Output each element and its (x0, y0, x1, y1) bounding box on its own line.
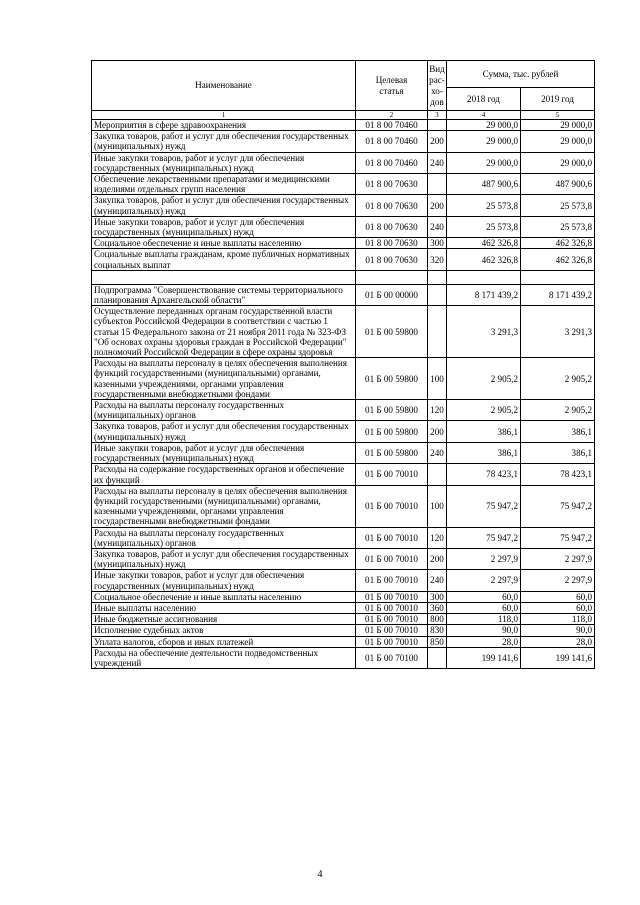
header-type-l2: рас- (429, 74, 445, 85)
row-expense-type: 100 (428, 485, 447, 527)
table-row (92, 306, 595, 358)
row-expense-type: 200 (428, 421, 447, 442)
row-target-article: 01 8 00 70630 (356, 195, 428, 216)
row-expense-type (428, 270, 447, 284)
header-type-l1: Вид (429, 63, 445, 74)
row-sum-2019: 75 947,2 (521, 485, 595, 527)
row-sum-2018: 75 947,2 (447, 527, 521, 548)
row-sum-2019: 386,1 (521, 442, 595, 463)
row-name: Расходы на выплаты персоналу в целях обеспечения выполнения функций государственными (муниципальными) органами, казенными учреждениями, органами управления государственными внебюджетными фондами (92, 358, 356, 400)
table-row (92, 485, 595, 527)
row-sum-2018: 2 905,2 (447, 400, 521, 421)
row-sum-2018: 29 000,0 (447, 120, 521, 131)
header-year-2018: 2018 год (447, 88, 521, 111)
row-expense-type: 200 (428, 131, 447, 152)
table-row (92, 238, 595, 249)
row-target-article: 01 Б 00 70010 (356, 636, 428, 647)
row-name: Иные выплаты населению (92, 602, 356, 613)
row-sum-2018: 2 905,2 (447, 358, 521, 400)
row-expense-type (428, 647, 447, 668)
row-sum-2018: 29 000,0 (447, 131, 521, 152)
row-name: Закупка товаров, работ и услуг для обеспечения государственных (муниципальных) нужд (92, 421, 356, 442)
row-expense-type (428, 120, 447, 131)
table-row (92, 625, 595, 636)
row-expense-type: 120 (428, 400, 447, 421)
row-target-article: 01 8 00 70630 (356, 216, 428, 237)
row-sum-2018: 60,0 (447, 602, 521, 613)
row-sum-2019: 199 141,6 (521, 647, 595, 668)
row-name: Расходы на выплаты персоналу государственных (муниципальных) органов (92, 400, 356, 421)
row-sum-2018: 199 141,6 (447, 647, 521, 668)
row-sum-2019: 386,1 (521, 421, 595, 442)
row-target-article: 01 Б 00 70010 (356, 464, 428, 485)
row-target-article: 01 Б 00 59800 (356, 306, 428, 358)
row-name: Исполнение судебных актов (92, 625, 356, 636)
table-row (92, 120, 595, 131)
column-number: 5 (521, 111, 595, 120)
table-row (92, 358, 595, 400)
row-target-article: 01 8 00 70460 (356, 131, 428, 152)
row-sum-2018: 462 326,8 (447, 238, 521, 249)
header-name: Наименование (92, 61, 356, 111)
row-name: Иные закупки товаров, работ и услуг для обеспечения государственных (муниципальных) нужд (92, 216, 356, 237)
table-row (92, 195, 595, 216)
row-target-article: 01 Б 00 70010 (356, 591, 428, 602)
header-type-l3: хо- (431, 85, 443, 96)
row-name: Закупка товаров, работ и услуг для обеспечения государственных (муниципальных) нужд (92, 131, 356, 152)
row-sum-2018: 29 000,0 (447, 152, 521, 173)
row-sum-2018: 487 900,6 (447, 174, 521, 195)
row-sum-2018: 118,0 (447, 614, 521, 625)
row-expense-type: 240 (428, 442, 447, 463)
row-target-article: 01 8 00 70630 (356, 174, 428, 195)
table-row (92, 647, 595, 668)
row-sum-2019: 29 000,0 (521, 120, 595, 131)
row-sum-2019: 2 297,9 (521, 548, 595, 569)
row-expense-type (428, 284, 447, 305)
row-target-article: 01 Б 00 70010 (356, 614, 428, 625)
row-name (92, 270, 356, 284)
header-sum: Сумма, тыс. рублей (447, 61, 595, 88)
table-row (92, 602, 595, 613)
row-expense-type: 240 (428, 216, 447, 237)
row-sum-2018: 75 947,2 (447, 485, 521, 527)
row-sum-2018: 2 297,9 (447, 570, 521, 591)
row-name: Подпрограмма "Совершенствование системы территориального планирования Архангельской области" (92, 284, 356, 305)
row-target-article: 01 Б 00 70010 (356, 485, 428, 527)
row-target-article: 01 Б 00 70010 (356, 527, 428, 548)
row-expense-type: 320 (428, 249, 447, 270)
row-name: Иные бюджетные ассигнования (92, 614, 356, 625)
row-sum-2018: 28,0 (447, 636, 521, 647)
row-sum-2018: 8 171 439,2 (447, 284, 521, 305)
row-expense-type: 800 (428, 614, 447, 625)
row-sum-2018 (447, 270, 521, 284)
row-name: Обеспечение лекарственными препаратами и медицинскими изделиями отдельных групп населения (92, 174, 356, 195)
row-sum-2019: 78 423,1 (521, 464, 595, 485)
row-sum-2018: 90,0 (447, 625, 521, 636)
table-row (92, 249, 595, 270)
row-target-article (356, 270, 428, 284)
row-sum-2019: 8 171 439,2 (521, 284, 595, 305)
table-row (92, 421, 595, 442)
row-target-article: 01 Б 00 70010 (356, 570, 428, 591)
row-target-article: 01 Б 00 00000 (356, 284, 428, 305)
header-target-line1: Целевая (375, 75, 408, 86)
table-row (92, 174, 595, 195)
row-sum-2019: 25 573,8 (521, 195, 595, 216)
row-sum-2018: 3 291,3 (447, 306, 521, 358)
table-row (92, 591, 595, 602)
row-expense-type (428, 174, 447, 195)
row-expense-type: 300 (428, 238, 447, 249)
header-expense-type (428, 61, 447, 111)
row-name: Расходы на выплаты персоналу в целях обеспечения выполнения функций государственными (муниципальными) органами, казенными учреждениями, органами управления государственными внебюджетными фондами (92, 485, 356, 527)
row-target-article: 01 Б 00 59800 (356, 421, 428, 442)
row-target-article: 01 8 00 70630 (356, 238, 428, 249)
row-target-article: 01 8 00 70460 (356, 120, 428, 131)
row-sum-2019: 487 900,6 (521, 174, 595, 195)
header-year-2019: 2019 год (521, 88, 595, 111)
row-sum-2019: 25 573,8 (521, 216, 595, 237)
row-sum-2018: 78 423,1 (447, 464, 521, 485)
table-row (92, 152, 595, 173)
row-expense-type (428, 306, 447, 358)
column-number: 4 (447, 111, 521, 120)
table-row (92, 131, 595, 152)
column-number-row (92, 111, 595, 120)
page-number: 4 (317, 869, 323, 880)
row-target-article: 01 Б 00 70010 (356, 602, 428, 613)
table-body (92, 120, 595, 669)
row-name: Иные закупки товаров, работ и услуг для обеспечения государственных (муниципальных) нужд (92, 152, 356, 173)
row-expense-type: 360 (428, 602, 447, 613)
row-name: Иные закупки товаров, работ и услуг для обеспечения государственных (муниципальных) нужд (92, 570, 356, 591)
table-row (92, 614, 595, 625)
row-sum-2019: 118,0 (521, 614, 595, 625)
row-name: Закупка товаров, работ и услуг для обеспечения государственных (муниципальных) нужд (92, 195, 356, 216)
row-name: Иные закупки товаров, работ и услуг для обеспечения государственных (муниципальных) нужд (92, 442, 356, 463)
row-sum-2019: 29 000,0 (521, 131, 595, 152)
table-row (92, 527, 595, 548)
row-expense-type: 120 (428, 527, 447, 548)
header-type-l4: дов (430, 96, 444, 107)
row-sum-2019: 90,0 (521, 625, 595, 636)
row-sum-2018: 25 573,8 (447, 195, 521, 216)
row-expense-type: 300 (428, 591, 447, 602)
row-name: Социальное обеспечение и иные выплаты населению (92, 238, 356, 249)
row-expense-type: 100 (428, 358, 447, 400)
row-name: Осуществление переданных органам государственной власти субъектов Российской Федерации в соответствии с частью 1 статьи 15 Федерального закона от 21 ноября 2011 года № 323-ФЗ "Об основах охраны здоровья граждан в Российской Федерации" полномочий Российской Федерации в сфере охраны здоровья (92, 306, 356, 358)
row-sum-2018: 386,1 (447, 442, 521, 463)
row-sum-2019: 60,0 (521, 591, 595, 602)
table-row (92, 636, 595, 647)
row-expense-type: 240 (428, 152, 447, 173)
row-name: Расходы на обеспечение деятельности подведомственных учреждений (92, 647, 356, 668)
row-sum-2018: 462 326,8 (447, 249, 521, 270)
row-expense-type: 830 (428, 625, 447, 636)
subprogram-row (92, 284, 595, 305)
column-number: 2 (356, 111, 428, 120)
row-sum-2019: 462 326,8 (521, 238, 595, 249)
table-row (92, 400, 595, 421)
row-expense-type: 200 (428, 548, 447, 569)
table-row (92, 570, 595, 591)
spacer-row (92, 270, 595, 284)
row-name: Закупка товаров, работ и услуг для обеспечения государственных (муниципальных) нужд (92, 548, 356, 569)
column-number: 1 (92, 111, 356, 120)
row-sum-2019: 462 326,8 (521, 249, 595, 270)
row-expense-type: 240 (428, 570, 447, 591)
row-expense-type: 850 (428, 636, 447, 647)
row-target-article: 01 8 00 70630 (356, 249, 428, 270)
row-name: Расходы на выплаты персоналу государственных (муниципальных) органов (92, 527, 356, 548)
row-sum-2019: 29 000,0 (521, 152, 595, 173)
row-sum-2019: 2 905,2 (521, 358, 595, 400)
row-target-article: 01 Б 00 59800 (356, 400, 428, 421)
table-row (92, 216, 595, 237)
row-sum-2019: 2 905,2 (521, 400, 595, 421)
row-sum-2019: 75 947,2 (521, 527, 595, 548)
row-target-article: 01 Б 00 70100 (356, 647, 428, 668)
table-row (92, 548, 595, 569)
table-row (92, 464, 595, 485)
row-name: Мероприятия в сфере здравоохранения (92, 120, 356, 131)
row-expense-type: 200 (428, 195, 447, 216)
row-expense-type (428, 464, 447, 485)
header-target-article (356, 61, 428, 111)
row-sum-2019 (521, 270, 595, 284)
header-target-line2: статья (379, 85, 404, 96)
row-sum-2019: 3 291,3 (521, 306, 595, 358)
row-sum-2019: 60,0 (521, 602, 595, 613)
row-target-article: 01 Б 00 70010 (356, 548, 428, 569)
row-sum-2018: 386,1 (447, 421, 521, 442)
column-number: 3 (428, 111, 447, 120)
row-target-article: 01 8 00 70460 (356, 152, 428, 173)
row-target-article: 01 Б 00 70010 (356, 625, 428, 636)
row-target-article: 01 Б 00 59800 (356, 358, 428, 400)
row-sum-2019: 2 297,9 (521, 570, 595, 591)
row-sum-2018: 60,0 (447, 591, 521, 602)
table-row (92, 442, 595, 463)
row-name: Уплата налогов, сборов и иных платежей (92, 636, 356, 647)
row-name: Расходы на содержание государственных органов и обеспечение их функций (92, 464, 356, 485)
row-sum-2018: 2 297,9 (447, 548, 521, 569)
row-sum-2019: 28,0 (521, 636, 595, 647)
budget-table (91, 60, 595, 669)
row-name: Социальные выплаты гражданам, кроме публичных нормативных социальных выплат (92, 249, 356, 270)
row-sum-2018: 25 573,8 (447, 216, 521, 237)
row-target-article: 01 Б 00 59800 (356, 442, 428, 463)
row-name: Социальное обеспечение и иные выплаты населению (92, 591, 356, 602)
